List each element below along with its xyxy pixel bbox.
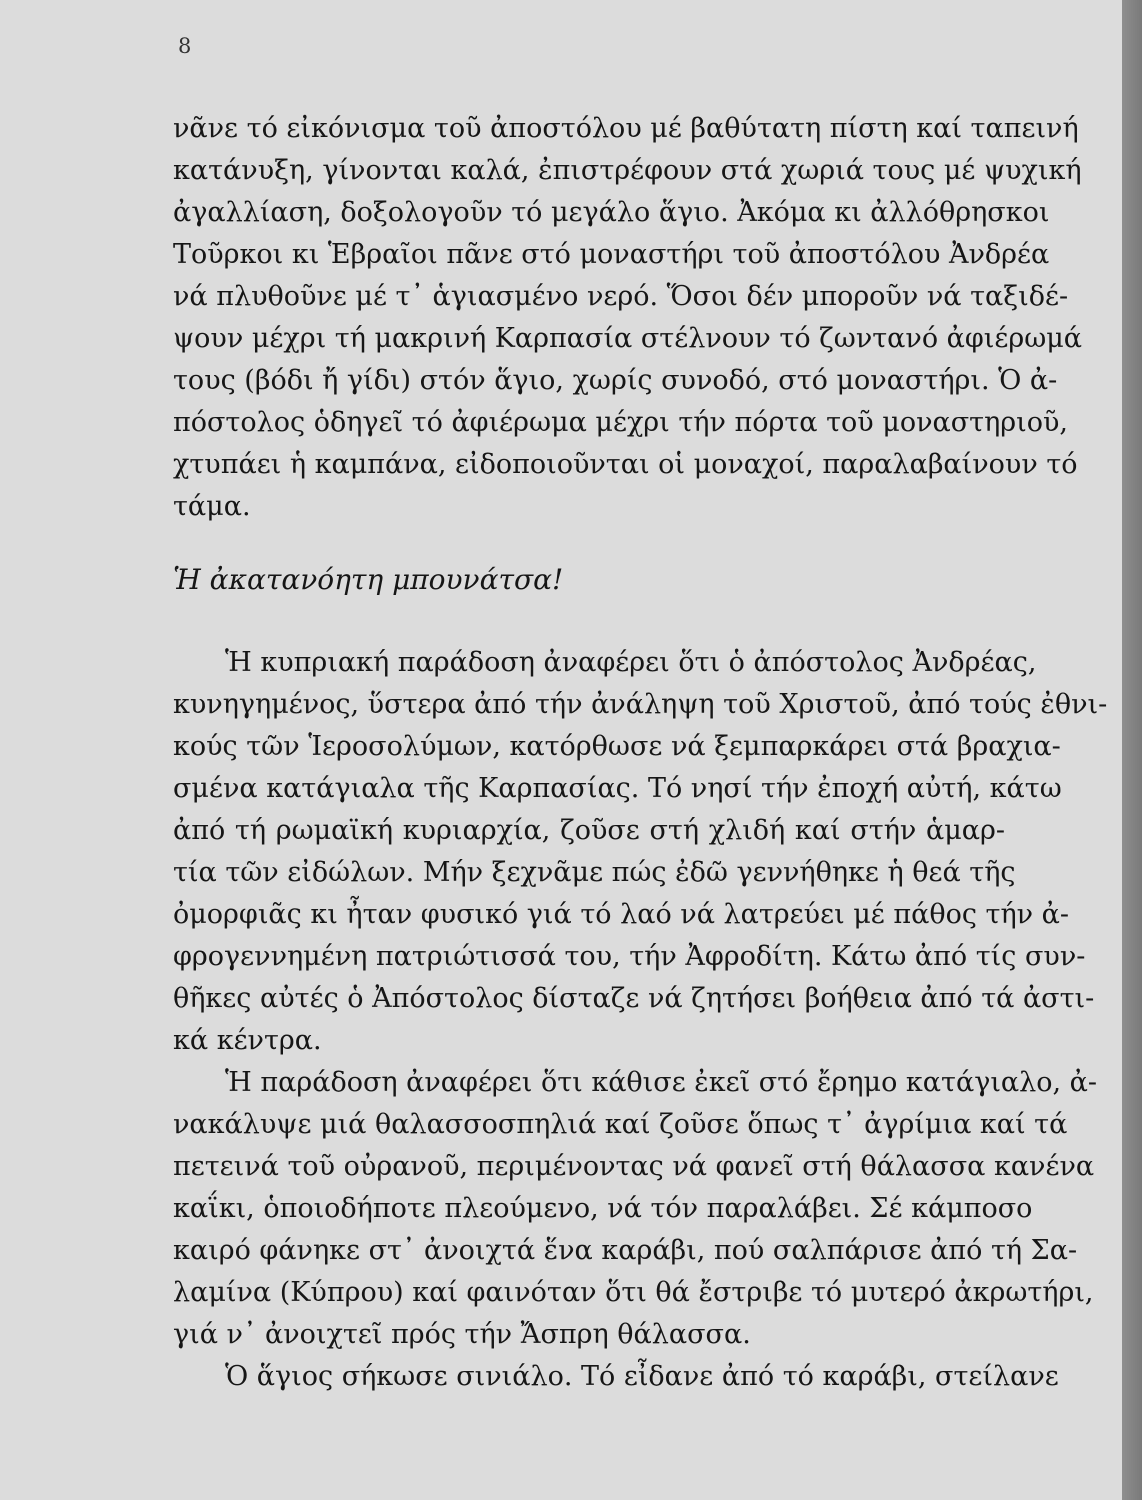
text-line: ἀγαλλίαση, δοξολογοῦν τό μεγάλο ἅγιο. Ἀκόμα κι ἀλλόθρησκοι [173, 197, 1050, 228]
text-line: πόστολος ὁδηγεῖ τό ἀφιέρωμα μέχρι τήν πόρτα τοῦ μοναστηριοῦ, [173, 407, 1068, 438]
text-line: κατάνυξη, γίνονται καλά, ἐπιστρέφουν στά χωριά τους μέ ψυχική [173, 155, 1082, 186]
text-line: νᾶνε τό εἰκόνισμα τοῦ ἀποστόλου μέ βαθύτατη πίστη καί ταπεινή [173, 113, 1079, 144]
text-line: κυνηγημένος, ὕστερα ἀπό τήν ἀνάληψη τοῦ Χριστοῦ, ἀπό τούς ἐθνι- [173, 689, 1108, 720]
text-line: χτυπάει ἡ καμπάνα, εἰδοποιοῦνται οἱ μοναχοί, παραλαβαίνουν τό [173, 449, 1078, 480]
text-line: Τοῦρκοι κι Ἑβραῖοι πᾶνε στό μοναστήρι τοῦ ἀποστόλου Ἀνδρέα [173, 239, 1050, 270]
text-line: κά κέντρα. [173, 1025, 322, 1056]
section-heading: Ἡ ἀκατανόητη μπουνάτσα! [173, 563, 564, 596]
text-line: τία τῶν εἰδώλων. Μήν ξεχνᾶμε πώς ἐδῶ γεννήθηκε ἡ θεά τῆς [173, 857, 1016, 888]
text-line: τους (βόδι ἤ γίδι) στόν ἅγιο, χωρίς συνοδό, στό μοναστήρι. Ὁ ἀ- [173, 365, 1058, 396]
text-line: σμένα κατάγιαλα τῆς Καρπασίας. Τό νησί τήν ἐποχή αὐτή, κάτω [173, 773, 1062, 804]
text-line: ἀπό τή ρωμαϊκή κυριαρχία, ζοῦσε στή χλιδή καί στήν ἁμαρ- [173, 815, 1005, 846]
text-line: τάμα. [173, 491, 251, 522]
text-line: ὀμορφιᾶς κι ἦταν φυσικό γιά τό λαό νά λατρεύει μέ πάθος τήν ἀ- [173, 899, 1070, 930]
text-line: γιά ν᾽ ἀνοιχτεῖ πρός τήν Ἄσπρη θάλασσα. [173, 1319, 751, 1350]
text-line: πετεινά τοῦ οὐρανοῦ, περιμένοντας νά φανεῖ στή θάλασσα κανένα [173, 1151, 1095, 1182]
text-line: νακάλυψε μιά θαλασσοσπηλιά καί ζοῦσε ὅπως τ᾽ ἀγρίμια καί τά [173, 1109, 1068, 1140]
text-line: Ἡ παράδοση ἀναφέρει ὅτι κάθισε ἐκεῖ στό ἔρημο κατάγιαλο, ἀ- [225, 1067, 1098, 1098]
text-line: νά πλυθοῦνε μέ τ᾽ ἁγιασμένο νερό. Ὅσοι δέν μποροῦν νά ταξιδέ- [173, 281, 1069, 312]
page-edge [1122, 0, 1142, 1500]
text-line: καιρό φάνηκε στ᾽ ἀνοιχτά ἕνα καράβι, πού σαλπάρισε ἀπό τή Σα- [173, 1235, 1078, 1266]
text-line: φρογεννημένη πατριώτισσά του, τήν Ἀφροδίτη. Κάτω ἀπό τίς συν- [173, 941, 1086, 972]
text-line: κούς τῶν Ἱεροσολύμων, κατόρθωσε νά ξεμπαρκάρει στά βραχια- [173, 731, 1061, 762]
text-line: ψουν μέχρι τή μακρινή Καρπασία στέλνουν τό ζωντανό ἀφιέρωμά [173, 323, 1083, 354]
text-line: θῆκες αὐτές ὁ Ἀπόστολος δίσταζε νά ζητήσει βοήθεια ἀπό τά ἀστι- [173, 983, 1095, 1014]
text-line: Ὁ ἅγιος σήκωσε σινιάλο. Τό εἶδανε ἀπό τό καράβι, στείλανε [225, 1361, 1059, 1392]
page-number: 8 [178, 34, 192, 58]
text-line: καΐκι, ὁποιοδήποτε πλεούμενο, νά τόν παραλάβει. Σέ κάμποσο [173, 1193, 1033, 1224]
text-line: λαμίνα (Κύπρου) καί φαινόταν ὅτι θά ἔστριβε τό μυτερό ἀκρωτήρι, [173, 1277, 1094, 1308]
text-line: Ἡ κυπριακή παράδοση ἀναφέρει ὅτι ὁ ἀπόστολος Ἀνδρέας, [225, 647, 1037, 678]
